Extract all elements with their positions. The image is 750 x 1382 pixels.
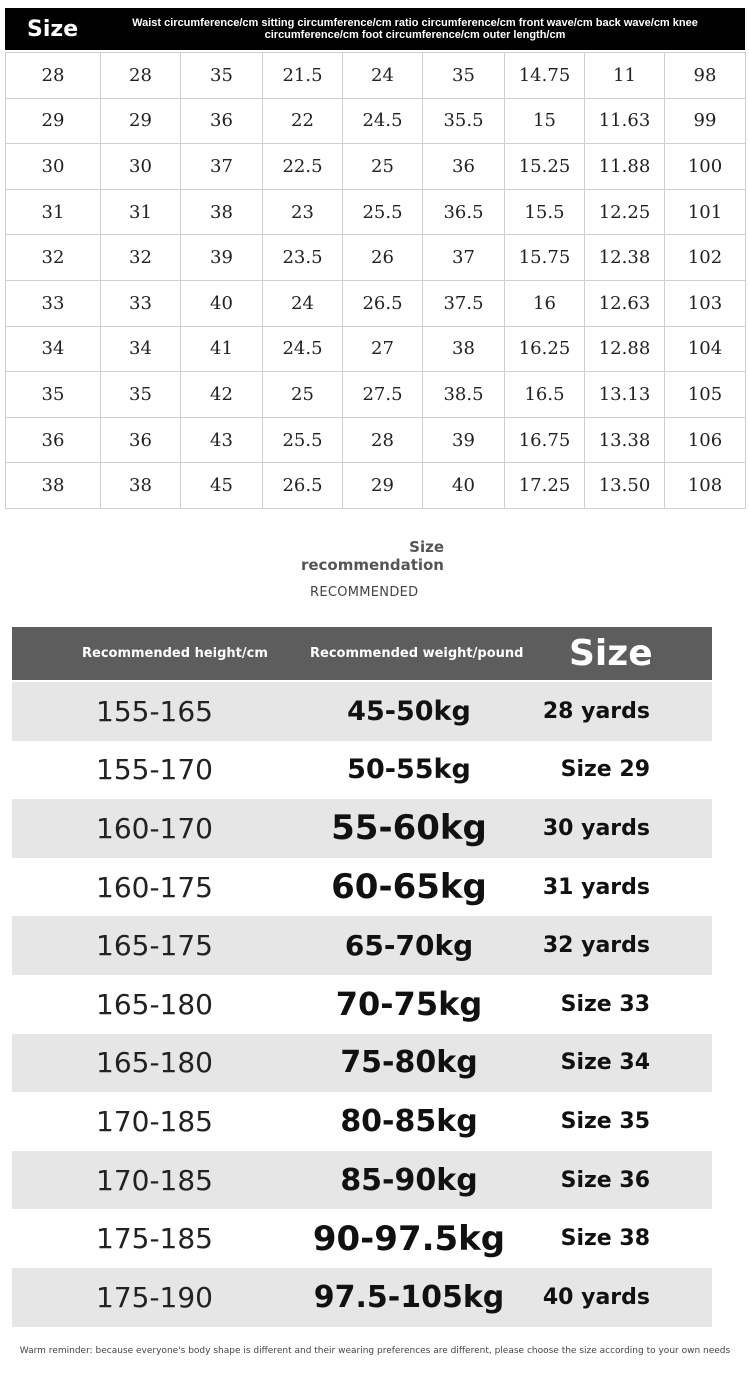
table-cell: 38 xyxy=(6,463,101,509)
recommended-height: 175-185 xyxy=(96,1222,213,1256)
recommendation-table xyxy=(12,682,712,1327)
table-cell: 42 xyxy=(181,372,263,418)
table-cell: 15.75 xyxy=(505,235,585,281)
table-cell: 101 xyxy=(665,189,746,235)
recommended-height: 155-165 xyxy=(96,694,213,728)
recommended-size: Size 33 xyxy=(560,991,650,1017)
recommended-height: 170-185 xyxy=(96,1163,213,1197)
table-row xyxy=(6,144,746,190)
table-cell: 25 xyxy=(343,144,423,190)
table-cell: 34 xyxy=(6,326,101,372)
table-cell: 37 xyxy=(181,144,263,190)
table-cell: 38.5 xyxy=(423,372,505,418)
table-cell: 16 xyxy=(505,280,585,326)
recommendation-row xyxy=(12,975,712,1034)
table-cell: 23.5 xyxy=(263,235,343,281)
table-cell: 11.63 xyxy=(585,98,665,144)
table-cell: 29 xyxy=(343,463,423,509)
table-cell: 14.75 xyxy=(505,53,585,99)
table-row xyxy=(6,280,746,326)
recommended-height: 165-180 xyxy=(96,1046,213,1080)
table-cell: 40 xyxy=(423,463,505,509)
table-cell: 30 xyxy=(6,144,101,190)
table-cell: 15 xyxy=(505,98,585,144)
table-cell: 38 xyxy=(101,463,181,509)
table-cell: 11.88 xyxy=(585,144,665,190)
table-cell: 40 xyxy=(181,280,263,326)
recommendation-row xyxy=(12,799,712,858)
table-cell: 25.5 xyxy=(343,189,423,235)
recommended-size: 30 yards xyxy=(542,815,650,841)
header-weight: Recommended weight/pound xyxy=(310,646,524,661)
table-cell: 32 xyxy=(101,235,181,281)
recommendation-title xyxy=(300,538,450,574)
table-cell: 34 xyxy=(101,326,181,372)
table-cell: 17.25 xyxy=(505,463,585,509)
table-cell: 29 xyxy=(6,98,101,144)
recommended-height: 175-190 xyxy=(96,1280,213,1314)
table-row xyxy=(6,463,746,509)
table-cell: 22.5 xyxy=(263,144,343,190)
table-cell: 100 xyxy=(665,144,746,190)
recommended-weight: 80-85kg xyxy=(340,1103,478,1139)
recommended-size: Size 36 xyxy=(560,1167,650,1193)
recommended-size: 32 yards xyxy=(542,933,650,959)
table-cell: 23 xyxy=(263,189,343,235)
table-row xyxy=(6,189,746,235)
table-cell: 31 xyxy=(101,189,181,235)
table-cell: 37 xyxy=(423,235,505,281)
size-measurement-table xyxy=(5,52,746,509)
table-row xyxy=(6,235,746,281)
recommended-size: Size 34 xyxy=(560,1050,650,1076)
table-cell: 31 xyxy=(6,189,101,235)
table-cell: 27 xyxy=(343,326,423,372)
table-cell: 35 xyxy=(6,372,101,418)
measurements-header-label: Waist circumference/cm sitting circumference/cm ratio circumference/cm front wave/cm back wave/cm knee circumference/cm foot circumference/cm outer length/cm xyxy=(132,17,698,41)
size-table-header xyxy=(5,8,745,50)
recommendation-row xyxy=(12,1268,712,1327)
table-cell: 26.5 xyxy=(343,280,423,326)
table-cell: 33 xyxy=(6,280,101,326)
table-cell: 12.38 xyxy=(585,235,665,281)
recommended-weight: 45-50kg xyxy=(347,695,471,727)
recommended-weight: 50-55kg xyxy=(347,754,471,786)
table-cell: 38 xyxy=(423,326,505,372)
table-row xyxy=(6,98,746,144)
table-cell: 98 xyxy=(665,53,746,99)
table-cell: 35 xyxy=(423,53,505,99)
table-cell: 22 xyxy=(263,98,343,144)
table-cell: 28 xyxy=(343,417,423,463)
recommended-size: 31 yards xyxy=(542,874,650,900)
table-cell: 24.5 xyxy=(263,326,343,372)
table-cell: 103 xyxy=(665,280,746,326)
table-cell: 35 xyxy=(181,53,263,99)
table-row xyxy=(6,53,746,99)
recommended-size: 40 yards xyxy=(542,1284,650,1310)
table-row xyxy=(6,417,746,463)
table-cell: 24 xyxy=(343,53,423,99)
table-cell: 45 xyxy=(181,463,263,509)
recommended-size: 28 yards xyxy=(542,698,650,724)
recommendation-row xyxy=(12,1092,712,1151)
table-cell: 16.25 xyxy=(505,326,585,372)
recommended-weight: 70-75kg xyxy=(335,985,483,1024)
table-cell: 12.25 xyxy=(585,189,665,235)
table-row xyxy=(6,326,746,372)
recommended-weight: 65-70kg xyxy=(344,929,474,963)
recommended-height: 165-180 xyxy=(96,987,213,1021)
table-cell: 99 xyxy=(665,98,746,144)
table-cell: 102 xyxy=(665,235,746,281)
table-cell: 104 xyxy=(665,326,746,372)
table-cell: 13.50 xyxy=(585,463,665,509)
recommended-weight: 75-80kg xyxy=(340,1045,478,1081)
table-row xyxy=(6,372,746,418)
recommended-weight: 97.5-105kg xyxy=(313,1279,505,1315)
warm-reminder-note: Warm reminder: because everyone's body shape is different and their wearing preferences are different, please choose the size according to your own needs xyxy=(19,1346,731,1356)
table-cell: 24 xyxy=(263,280,343,326)
table-cell: 39 xyxy=(181,235,263,281)
recommendation-row xyxy=(12,682,712,741)
table-cell: 16.5 xyxy=(505,372,585,418)
recommended-weight: 60-65kg xyxy=(331,867,487,908)
table-cell: 24.5 xyxy=(343,98,423,144)
table-cell: 16.75 xyxy=(505,417,585,463)
recommendation-row xyxy=(12,916,712,975)
table-cell: 108 xyxy=(665,463,746,509)
recommendation-subtitle: RECOMMENDED xyxy=(310,585,419,600)
recommendation-row xyxy=(12,741,712,800)
table-cell: 105 xyxy=(665,372,746,418)
recommendation-row xyxy=(12,858,712,917)
recommended-height: 155-170 xyxy=(96,753,213,787)
size-header-label: Size xyxy=(27,16,79,42)
table-cell: 35.5 xyxy=(423,98,505,144)
recommended-size: Size 35 xyxy=(560,1108,650,1134)
table-cell: 36 xyxy=(101,417,181,463)
table-cell: 15.5 xyxy=(505,189,585,235)
table-cell: 26 xyxy=(343,235,423,281)
table-cell: 35 xyxy=(101,372,181,418)
table-cell: 13.38 xyxy=(585,417,665,463)
table-cell: 41 xyxy=(181,326,263,372)
recommendation-row xyxy=(12,1151,712,1210)
recommended-weight: 55-60kg xyxy=(331,808,487,849)
table-cell: 26.5 xyxy=(263,463,343,509)
recommended-size: Size 29 xyxy=(560,757,650,783)
table-cell: 36 xyxy=(181,98,263,144)
header-height: Recommended height/cm xyxy=(82,646,268,661)
table-cell: 32 xyxy=(6,235,101,281)
table-cell: 28 xyxy=(6,53,101,99)
table-cell: 12.63 xyxy=(585,280,665,326)
table-cell: 21.5 xyxy=(263,53,343,99)
table-cell: 43 xyxy=(181,417,263,463)
table-cell: 36.5 xyxy=(423,189,505,235)
recommended-size: Size 38 xyxy=(560,1226,650,1252)
table-cell: 15.25 xyxy=(505,144,585,190)
table-cell: 28 xyxy=(101,53,181,99)
recommended-weight: 90-97.5kg xyxy=(312,1218,506,1259)
recommendation-table-header xyxy=(12,627,712,680)
table-cell: 106 xyxy=(665,417,746,463)
table-cell: 36 xyxy=(6,417,101,463)
header-size: Size xyxy=(569,633,653,674)
table-cell: 39 xyxy=(423,417,505,463)
recommendation-title-line1: Size xyxy=(409,538,444,556)
recommended-height: 160-175 xyxy=(96,870,213,904)
table-cell: 25.5 xyxy=(263,417,343,463)
table-cell: 30 xyxy=(101,144,181,190)
table-cell: 37.5 xyxy=(423,280,505,326)
recommended-height: 165-175 xyxy=(96,929,213,963)
recommended-height: 170-185 xyxy=(96,1104,213,1138)
table-cell: 12.88 xyxy=(585,326,665,372)
table-cell: 27.5 xyxy=(343,372,423,418)
recommendation-title-line2: recommendation xyxy=(300,556,444,574)
recommended-weight: 85-90kg xyxy=(340,1162,478,1198)
recommendation-row xyxy=(12,1034,712,1093)
table-cell: 25 xyxy=(263,372,343,418)
table-cell: 33 xyxy=(101,280,181,326)
recommendation-row xyxy=(12,1209,712,1268)
table-cell: 38 xyxy=(181,189,263,235)
table-cell: 13.13 xyxy=(585,372,665,418)
recommended-height: 160-170 xyxy=(96,811,213,845)
table-cell: 36 xyxy=(423,144,505,190)
table-cell: 29 xyxy=(101,98,181,144)
table-cell: 11 xyxy=(585,53,665,99)
